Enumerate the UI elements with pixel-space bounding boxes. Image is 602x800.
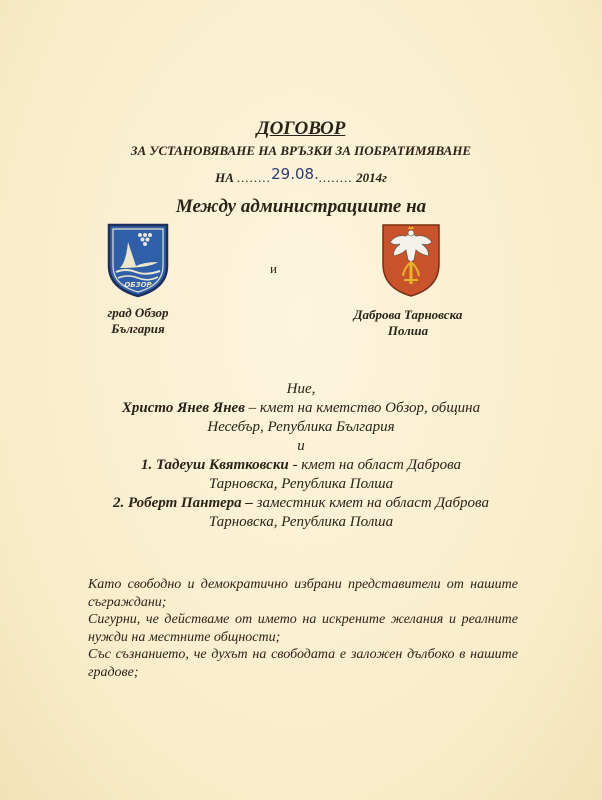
signatories-block [60,380,542,532]
obzor-crest-logo [106,222,170,298]
signatory-2-line2: Тарновска, Република Полша [208,476,394,492]
date-line [0,165,602,186]
signatory-3-name: 2. Роберт Пантера – [113,495,253,511]
left-party-label [74,305,202,337]
document-title: ДОГОВОР [256,118,346,139]
signatory-1-role: – кмет на кметство Обзор, община [248,400,481,416]
signatory-3-line1 [60,494,542,513]
right-party-label [338,307,478,339]
clause-paragraph: Сигурни, че действаме от името на искрените желания и реалните нужди на местните общности; [88,612,518,645]
signatory-1-name: Христо Янев Янев [121,400,245,416]
and-connector: и [270,261,277,276]
document-subtitle: ЗА УСТАНОВЯВАНЕ НА ВРЪЗКИ ЗА ПОБРАТИМЯВАНЕ [130,143,472,158]
dabrowa-tarnowska-crest-logo [380,222,442,298]
signatory-1-line1 [60,399,542,418]
signatory-2-line1 [60,456,542,475]
date-dots-after: ........ [318,170,353,185]
signatory-3-line2: Тарновска, Република Полша [208,514,394,530]
handwritten-date: 29.08. [271,165,319,183]
signatory-2-name: 1. Тадеуш Квятковски [140,457,289,473]
crest-lettering: ОБЗОР [124,281,152,289]
left-party-city: град Обзор [107,305,169,320]
signatory-2-role: - кмет на област Даброва [292,457,462,473]
signatory-1-line2: Несебър, Република България [207,419,395,435]
date-prefix: НА [215,170,234,185]
preamble-clauses [88,576,518,681]
between-heading: Между администрациите на [175,196,427,217]
date-suffix: 2014г [356,170,387,185]
date-dots-before: ........ [237,170,272,185]
clause-paragraph: Със съзнанието, че духът на свободата е заложен дълбоко в нашите градове; [88,647,518,680]
right-party-country: Полша [387,323,429,338]
clause-paragraph: Като свободно и демократично избрани представители от нашите съграждани; [88,577,518,610]
and-connector-2: и [297,438,305,454]
signatory-3-role: заместник кмет на област Даброва [256,495,489,511]
we-label: Ние, [286,381,316,397]
right-party-city: Даброва Тарновска [353,307,463,322]
left-party-country: България [111,321,165,336]
